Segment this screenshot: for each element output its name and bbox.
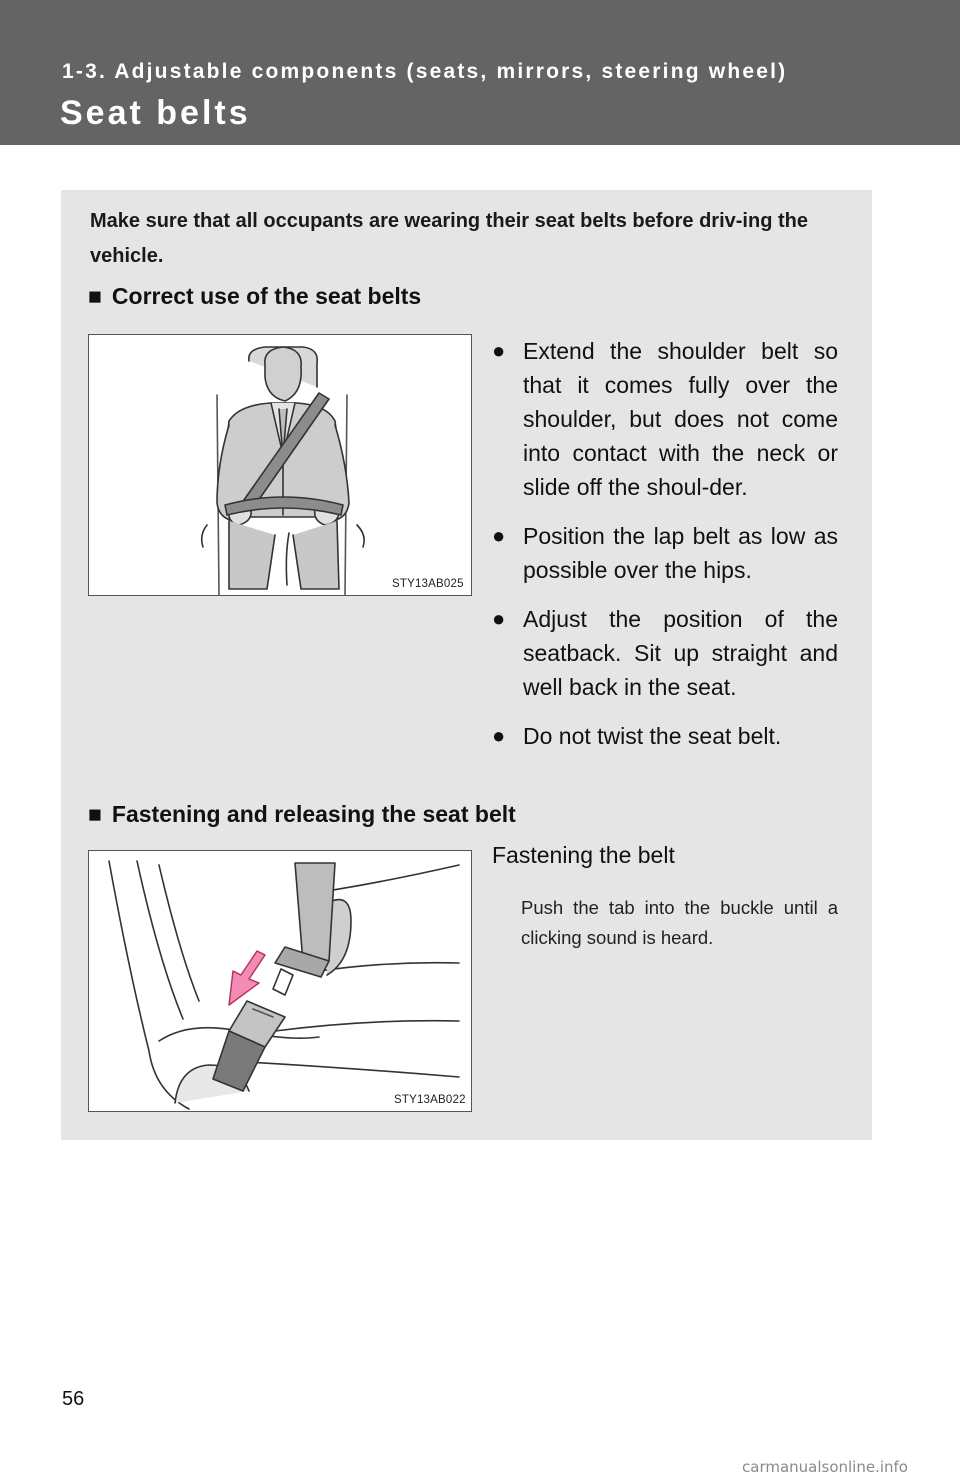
seated-occupant-illustration (88, 334, 472, 596)
round-bullet-icon: ● (492, 606, 506, 631)
section-title: 1-3. Adjustable components (seats, mirrors, steering wheel) (62, 60, 788, 83)
list-item: ● Position the lap belt as low as possible over the hips. (492, 519, 838, 587)
fastening-step-title: Fastening the belt (492, 842, 675, 868)
round-bullet-icon: ● (492, 723, 506, 748)
list-item: ● Adjust the position of the seatback. Sit up straight and well back in the seat. (492, 602, 838, 704)
correct-use-heading (88, 283, 421, 310)
figure-code: STY13AB025 (392, 578, 464, 590)
fastening-heading-text: Fastening and releasing the seat belt (111, 801, 516, 827)
figure-code: STY13AB022 (394, 1094, 466, 1106)
fastening-step-description: Push the tab into the buckle until a clicking sound is heard. (521, 897, 838, 948)
list-item: ● Do not twist the seat belt. (492, 719, 838, 753)
intro-text: Make sure that all occupants are wearing their seat belts before driv-ing the vehicle. (90, 210, 808, 267)
buckle-drawing (89, 851, 472, 1112)
correct-use-heading-text: Correct use of the seat belts (111, 283, 422, 309)
seated-occupant-drawing (89, 335, 472, 596)
correct-use-bullet-list (492, 334, 838, 768)
round-bullet-icon: ● (492, 523, 506, 548)
watermark-text[interactable]: carmanualsonline.info (742, 1458, 908, 1476)
page-number: 56 (62, 1388, 85, 1410)
list-item: ● Extend the shoulder belt so that it comes fully over the shoulder, but does not come into contact with the neck or slide off the shoul-der. (492, 334, 838, 504)
square-bullet-icon: ■ (88, 801, 102, 827)
square-bullet-icon: ■ (88, 283, 102, 309)
page-title: Seat belts (60, 94, 251, 132)
round-bullet-icon: ● (492, 338, 506, 363)
fastening-heading (88, 801, 516, 828)
chapter-header (0, 0, 960, 145)
buckle-illustration (88, 850, 472, 1112)
